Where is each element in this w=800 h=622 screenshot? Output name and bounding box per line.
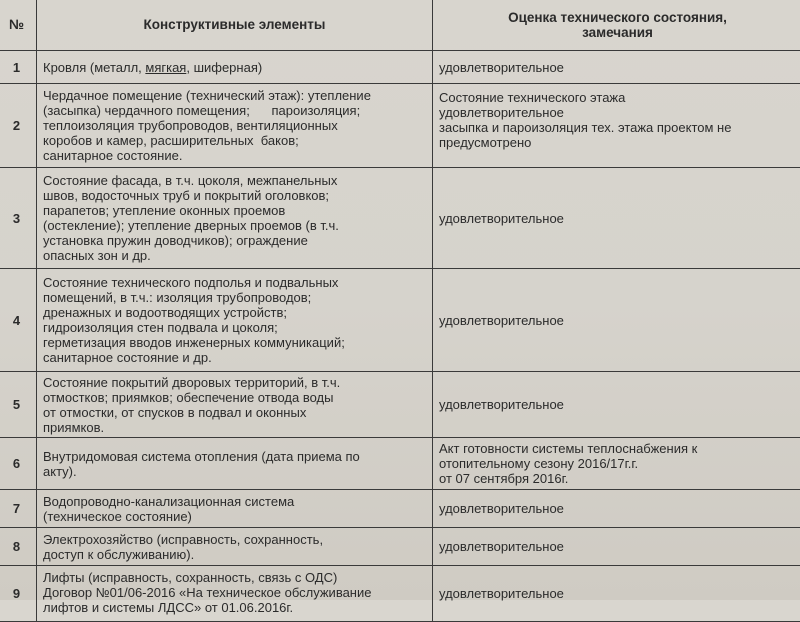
element-line: отмостков; приямков; обеспечение отвода воды [43, 390, 426, 405]
element-line: лифтов и системы ЛДСС» от 01.06.2016г. [43, 600, 426, 615]
element-line: гидроизоляция стен подвала и цоколя; [43, 320, 426, 335]
row-number: 7 [0, 490, 37, 528]
header-status-line2: замечания [439, 25, 796, 40]
header-status-line1: Оценка технического состояния, [439, 10, 796, 25]
element-line: (засыпка) чердачного помещения; пароизоляция; [43, 103, 426, 118]
row-status [433, 269, 800, 372]
element-line: акту). [43, 464, 426, 479]
status-text: удовлетворительное [439, 539, 796, 554]
element-text: Кровля (металл, [43, 60, 145, 75]
row-number: 5 [0, 372, 37, 438]
element-line: Чердачное помещение (технический этаж): утепление [43, 88, 426, 103]
row-number: 8 [0, 528, 37, 566]
element-line: Состояние технического подполья и подвальных [43, 275, 426, 290]
row-number: 2 [0, 84, 37, 168]
element-text: , шиферная) [186, 60, 262, 75]
table-row [0, 490, 800, 528]
table-row [0, 84, 800, 168]
status-text: удовлетворительное [439, 397, 796, 412]
row-number: 6 [0, 438, 37, 490]
row-number: 3 [0, 168, 37, 269]
element-line: Лифты (исправность, сохранность, связь с ОДС) [43, 570, 426, 585]
element-line: Состояние покрытий дворовых территорий, в т.ч. [43, 375, 426, 390]
row-element [37, 168, 433, 269]
table-header-row [0, 0, 800, 51]
element-text-underlined: мягкая [145, 60, 186, 75]
status-line: предусмотрено [439, 135, 796, 150]
status-line: от 07 сентября 2016г. [439, 471, 796, 486]
row-element [37, 528, 433, 566]
element-line: (техническое состояние) [43, 509, 426, 524]
element-line: дренажных и водоотводящих устройств; [43, 305, 426, 320]
row-status [433, 372, 800, 438]
row-number: 1 [0, 51, 37, 84]
status-line: удовлетворительное [439, 105, 796, 120]
row-element [37, 51, 433, 84]
status-line: засыпка и пароизоляция тех. этажа проектом не [439, 120, 796, 135]
element-line: (остекление); утепление дверных проемов (в т.ч. [43, 218, 426, 233]
header-number: № [0, 0, 37, 51]
row-status [433, 490, 800, 528]
element-line: помещений, в т.ч.: изоляция трубопроводов; [43, 290, 426, 305]
element-line: доступ к обслуживанию). [43, 547, 426, 562]
table-row [0, 269, 800, 372]
element-line: Внутридомовая система отопления (дата приема по [43, 449, 426, 464]
row-element [37, 269, 433, 372]
element-line: санитарное состояние. [43, 148, 426, 163]
row-status [433, 438, 800, 490]
element-line: швов, водосточных труб и покрытий оголовков; [43, 188, 426, 203]
element-line: от отмостки, от спусков в подвал и оконных [43, 405, 426, 420]
status-text: удовлетворительное [439, 501, 796, 516]
header-elements: Конструктивные элементы [37, 0, 433, 51]
row-element [37, 438, 433, 490]
row-number: 4 [0, 269, 37, 372]
element-line: приямков. [43, 420, 426, 435]
element-line: теплоизоляция трубопроводов, вентиляционных [43, 118, 426, 133]
element-line: парапетов; утепление оконных проемов [43, 203, 426, 218]
status-text: удовлетворительное [439, 586, 796, 601]
table-row [0, 566, 800, 622]
row-number: 9 [0, 566, 37, 622]
element-line: коробов и камер, расширительных баков; [43, 133, 426, 148]
table-row [0, 51, 800, 84]
row-status [433, 566, 800, 622]
row-element [37, 84, 433, 168]
row-element [37, 566, 433, 622]
row-status [433, 51, 800, 84]
status-line: Состояние технического этажа [439, 90, 796, 105]
status-text: удовлетворительное [439, 313, 796, 328]
element-line: опасных зон и др. [43, 248, 426, 263]
row-status [433, 84, 800, 168]
element-line: Водопроводно-канализационная система [43, 494, 426, 509]
row-element [37, 372, 433, 438]
status-text: удовлетворительное [439, 60, 796, 75]
table-row [0, 372, 800, 438]
row-element [37, 490, 433, 528]
status-text: удовлетворительное [439, 211, 796, 226]
element-line: герметизация вводов инженерных коммуникаций; [43, 335, 426, 350]
table-row [0, 528, 800, 566]
header-status [433, 0, 800, 51]
table-row [0, 168, 800, 269]
element-line: санитарное состояние и др. [43, 350, 426, 365]
element-line: Электрохозяйство (исправность, сохранность, [43, 532, 426, 547]
element-line: Договор №01/06-2016 «На техническое обслуживание [43, 585, 426, 600]
table-row [0, 438, 800, 490]
row-status [433, 528, 800, 566]
status-line: Акт готовности системы теплоснабжения к [439, 441, 796, 456]
element-line: Состояние фасада, в т.ч. цоколя, межпанельных [43, 173, 426, 188]
element-line: установка пружин доводчиков); ограждение [43, 233, 426, 248]
row-status [433, 168, 800, 269]
status-line: отопительному сезону 2016/17г.г. [439, 456, 796, 471]
